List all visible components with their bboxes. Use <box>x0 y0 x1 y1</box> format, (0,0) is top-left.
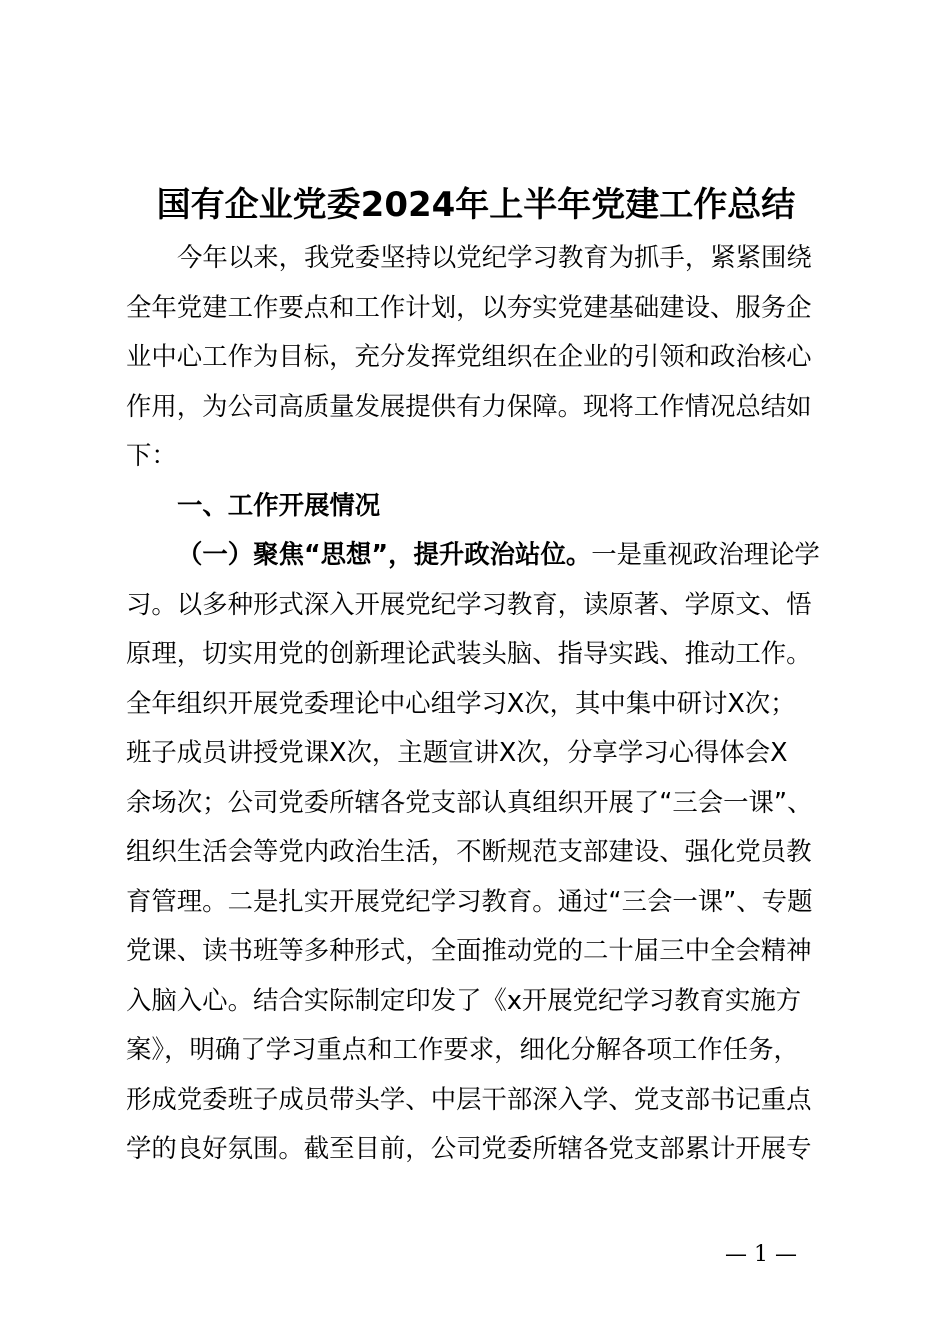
body-line: 案》，明确了学习重点和工作要求，细化分解各项工作任务， <box>126 1034 799 1064</box>
subsection-first-line <box>126 530 836 580</box>
body-line: 形成党委班子成员带头学、中层干部深入学、党支部书记重点 <box>126 1083 812 1114</box>
intro-line: 业中心工作为目标，充分发挥党组织在企业的引领和政治核心 <box>126 341 812 371</box>
document-body <box>126 233 836 1174</box>
body-line: 育管理。二是扎实开展党纪学习教育。通过“三会一课”、专题 <box>126 885 813 916</box>
body-line: 班子成员讲授党课X次，主题宣讲X次，分享学习心得体会X <box>126 737 788 767</box>
body-line: 余场次；公司党委所辖各党支部认真组织开展了“三会一课”、 <box>126 786 813 817</box>
intro-line: 作用，为公司高质量发展提供有力保障。现将工作情况总结如 <box>126 390 812 421</box>
intro-line: 全年党建工作要点和工作计划，以夯实党建基础建设、服务企 <box>126 291 812 322</box>
subsection-heading: （一）聚焦“思想”，提升政治站位。 <box>177 539 592 569</box>
page-number: — 1 — <box>725 1242 797 1267</box>
body-line: 组织生活会等党内政治生活，不断规范支部建设、强化党员教 <box>126 836 812 866</box>
subsection-text: 一是重视政治理论学 <box>591 539 820 569</box>
section-heading: 一、工作开展情况 <box>177 489 381 520</box>
body-line: 原理，切实用党的创新理论武装头脑、指导实践、推动工作。 <box>126 638 812 668</box>
body-line: 入脑入心。结合实际制定印发了《x开展党纪学习教育实施方 <box>126 984 802 1015</box>
body-line: 习。以多种形式深入开展党纪学习教育，读原著、学原文、悟 <box>126 588 812 619</box>
intro-line: 下： <box>126 440 177 470</box>
body-line: 学的良好氛围。截至目前，公司党委所辖各党支部累计开展专 <box>126 1133 812 1163</box>
document-title: 国有企业党委2024年上半年党建工作总结 <box>156 185 796 225</box>
body-line: 党课、读书班等多种形式，全面推动党的二十届三中全会精神 <box>126 935 812 965</box>
intro-line: 今年以来，我党委坚持以党纪学习教育为抓手，紧紧围绕 <box>177 242 812 272</box>
body-line: 全年组织开展党委理论中心组学习X次，其中集中研讨X次； <box>126 687 796 718</box>
